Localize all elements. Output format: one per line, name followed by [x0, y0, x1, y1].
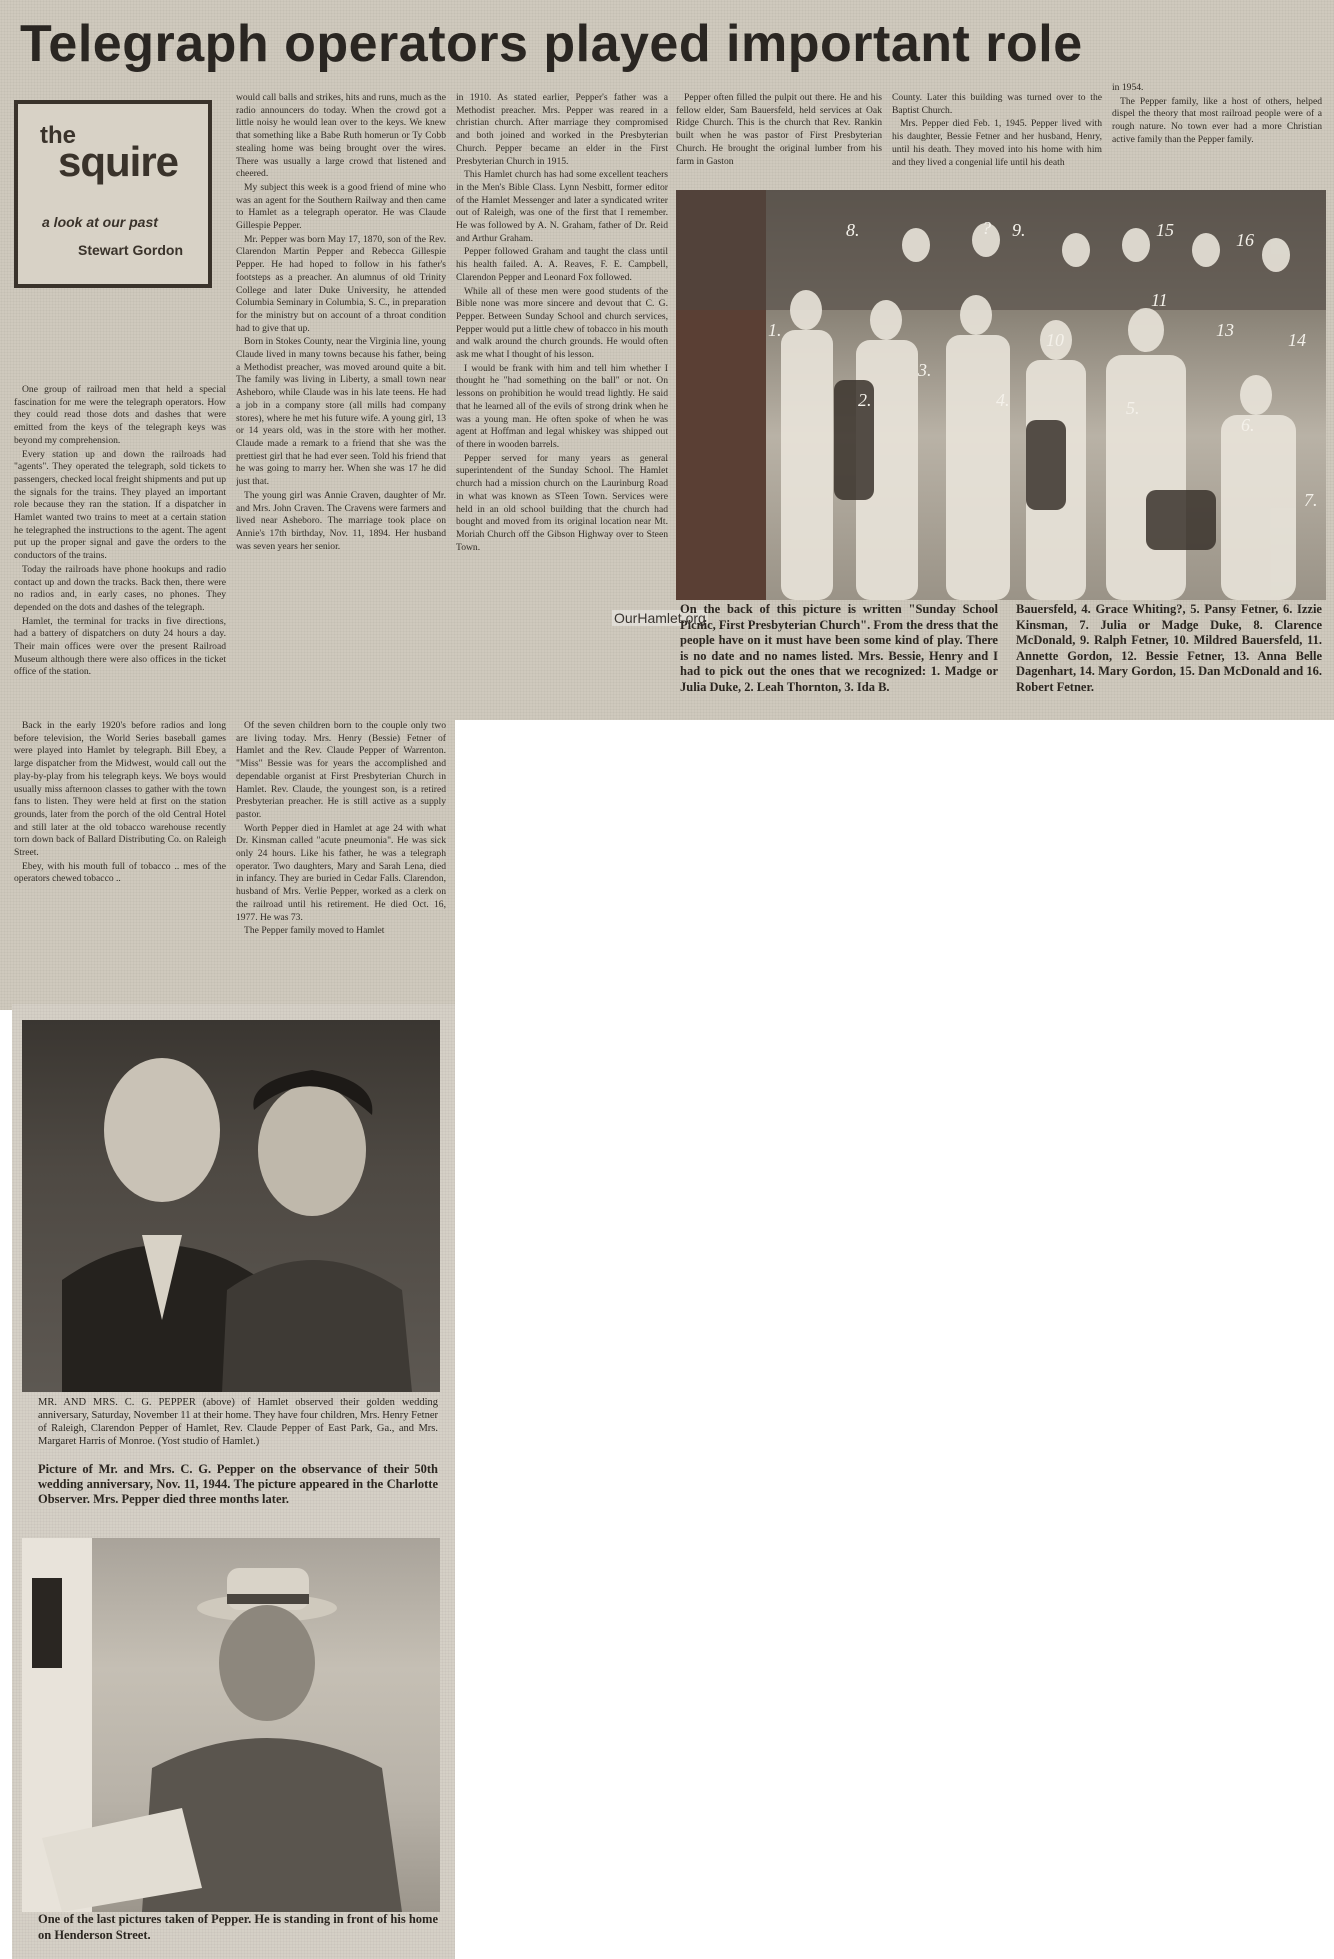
article-column-2	[236, 92, 446, 720]
paragraph: Pepper often filled the pulpit out there. He and his fellow elder, Sam Bauersfeld, held services at Oak Ridge Church. This is the church that Rev. Rankin built when he was pastor of First Presbyterian Church. He brought the original lumber from his farm in Gaston	[676, 92, 882, 167]
man-face	[104, 1058, 220, 1202]
paragraph: Back in the early 1920's before radios and long before television, the World Series baseball games were played into Hamlet by telegraph. Bill Ebey, a large dispatcher from the Midwest, would call out the play-by-play from his telegraph keys. We boys would usually miss afternoon classes to gather with the town fans to listen. They were held at first on the station grounds, later from the porch of the old Central Hotel and still later at the old tobacco warehouse recently torn down back of Ballard Distributing Co. on Raleigh Street.	[14, 720, 226, 859]
paragraph: in 1954.	[1112, 82, 1144, 93]
hat-band	[227, 1594, 309, 1604]
paragraph: Of the seven children born to the couple only two are living today. Mrs. Henry (Bessie) Fetner of Hamlet and the Rev. Claude Pepper of Warrenton. "Miss" Bessie was for years the accomplished and dependable organist at First Presbyterian Church in Hamlet. Rev. Claude, the youngest son, is a retired Presbyterian preacher. He is still active as a supply pastor.	[236, 720, 446, 820]
paragraph: Worth Pepper died in Hamlet at age 24 with what Dr. Kinsman called "acute pneumonia". He was sick only 24 hours. Like his father, he was a telegraph operator. Two daughters, Mary and Sarah Lena, died in infancy. They are buried in Cedar Falls. Clarendon, husband of Mrs. Verlie Pepper, worked as a clerk on the railroad until his retirement. He died Oct. 16, 1977. He was 73.	[236, 822, 446, 923]
column-author: Stewart Gordon	[78, 242, 184, 258]
photo-number: 15	[1156, 220, 1174, 240]
watermark: OurHamlet.org	[614, 610, 706, 626]
column-logo-the: the	[40, 122, 76, 149]
paragraph: Mr. Pepper was born May 17, 1870, son of the Rev. Clarendon Martin Pepper and Rebecca Gillespie Pepper. He had hoped to follow in his father's footsteps as a preacher. An alumnus of old Trinity College and later Duke University, he attended Columbia Seminary in Columbia, S. C., in preparation for the ministry but on account of a throat condition had to give that up.	[236, 233, 446, 334]
group-photo-caption-right: Bauersfeld, 4. Grace Whiting?, 5. Pansy Fetner, 6. Izzie Kinsman, 7. Julia or Madge Duke, 8. Clarence McDonald, 9. Ralph Fetner, 10. Mildred Bauersfeld, 11. Annette Gordon, 12. Bessie Fetner, 13. Anna Belle Dagenhart, 14. Mary Gordon, 15. Dan McDonald and 16. Robert Fetner.	[1016, 602, 1322, 694]
article-column-6	[1112, 82, 1322, 186]
paragraph: Every station up and down the railroads had "agents". They operated the telegraph, sold tickets to passengers, checked local freight shipments and put up the signals for the trains. They played an important role because they ran the station. If a dispatcher in Hamlet wanted two trains to meet at a certain station he telegraphed the instructions to the agent. The agent put up the proper signal and gave the orders to the conductors of the trains.	[14, 448, 226, 562]
paragraph: This Hamlet church has had some excellent teachers in the Men's Bible Class. Lynn Nesbitt, former editor of the Hamlet Messenger and later a syndicated writer out of Raleigh, was one of the first that I remember. He was followed by A. N. Graham, father of Dr. Reid and Arthur Graham.	[456, 169, 668, 244]
paragraph: I would be frank with him and tell him whether I thought he "had something on the ball" or not. On lessons on prohibition he would tread lightly. He said that he learned all of the evils of strong drink when he was a young man. He often spoke of when he was agent at Hoffman and legal whiskey was shipped out of there in wooden barrels.	[456, 362, 668, 450]
photo-number: 3.	[918, 360, 932, 380]
photo-number: 2.	[858, 390, 872, 410]
couple-photo-note: Picture of Mr. and Mrs. C. G. Pepper on the observance of their 50th wedding anniversary, Nov. 11, 1944. The picture appeared in the Charlotte Observer. Mrs. Pepper died three months later.	[38, 1462, 438, 1506]
paragraph: Pepper followed Graham and taught the class until his health failed. A. A. Reaves, F. E. Campbell, Clarendon Pepper and Leonard Fox followed.	[456, 246, 668, 283]
last-photo-caption: One of the last pictures taken of Pepper. He is standing in front of his home on Henderson Street.	[38, 1912, 438, 1942]
photo-number: 16	[1236, 230, 1254, 250]
group-photo-caption-left: On the back of this picture is written "Sunday School Picnic, First Presbyterian Church". From the dress that the people have on it must have been some kind of play. There is no date and no names listed. Mrs. Bessie, Henry and I had to pick out the ones that we recognized: 1. Madge or Julia Duke, 2. Leah Thornton, 3. Ida B.	[680, 602, 998, 694]
photo-number: ?	[982, 218, 991, 238]
photo-number: 7.	[1304, 490, 1318, 510]
paragraph: Mrs. Pepper died Feb. 1, 1945. Pepper lived with his daughter, Bessie Fetner and her husband, Henry, until his death. They moved into his home with him and they lived a congenial life until his death	[892, 118, 1102, 168]
paragraph: Hamlet, the terminal for tracks in five directions, had a battery of dispatchers on duty 24 hours a day. Their main offices were over the present Railroad Museum although there were also offices in the ticket office of the station.	[14, 615, 226, 678]
photo-number: 11	[1151, 290, 1168, 310]
back-row-shadow	[676, 190, 1326, 310]
photo-mr-mrs-pepper	[22, 1020, 440, 1392]
article-column-1	[14, 384, 226, 720]
photo-number: 8.	[846, 220, 860, 240]
photo-pepper-late	[22, 1538, 440, 1912]
woman-dress	[222, 1260, 412, 1392]
paragraph: One group of railroad men that held a special fascination for me were the telegraph operators. How they could read those dots and dashes that were emitted from the keys of the telegraph keys was beyond my comprehension.	[14, 384, 226, 446]
paragraph: Born in Stokes County, near the Virginia line, young Claude lived in many towns because his father, being a Methodist preacher, was moved around quite a bit. The family was living in Liberty, a small town near Asheboro, while Claude was in his late teens. He had a job in a company store (all mills had company stores), where he met his future wife. A young girl, 13 or 14 years old, was in the store with her mother. Claude made a remark to a friend that she was the prettiest girl that he had ever seen. Told his friend that he was going to marry her. When she was 17 he did just that.	[236, 336, 446, 488]
photo-number: 5.	[1126, 398, 1140, 418]
group-photo-sunday-school	[676, 190, 1326, 600]
paragraph: Today the railroads have phone hookups and radio contact up and down the tracks. Back then, there were no radios and, in early cases, no phones. They depended on the dots and dashes of the telegraph.	[14, 563, 226, 613]
paragraph: The Pepper family, like a host of others, helped dispel the theory that most railroad people were of a rough nature. No town ever had a more Christian active family than the Pepper family.	[1112, 95, 1322, 145]
couple-photo-image	[22, 1020, 440, 1392]
photo-number: 4.	[996, 390, 1010, 410]
man-photo-image	[22, 1538, 440, 1912]
column-tagline: a look at our past	[42, 214, 158, 230]
photo-number: 14	[1288, 330, 1306, 350]
photo-number: 13	[1216, 320, 1234, 340]
man-face	[219, 1605, 315, 1721]
paragraph: County. Later this building was turned over to the Baptist Church.	[892, 92, 1102, 116]
article-clipping-continued	[0, 720, 455, 1010]
couple-photo-caption: MR. AND MRS. C. G. PEPPER (above) of Hamlet observed their golden wedding anniversary, Saturday, November 11 at their home. They have four children, Mrs. Henry Fetner of Raleigh, Clarendon Pepper of Hamlet, Rev. Claude Pepper of East Park, Ga., and Mrs. Margaret Harris of Monroe. (Yost studio of Hamlet.)	[38, 1397, 438, 1447]
photo-number: 6.	[1241, 415, 1255, 435]
headline: Telegraph operators played important role	[20, 15, 1083, 73]
article-column-5	[892, 92, 1102, 186]
article-clipping-top	[0, 0, 1334, 720]
paragraph: My subject this week is a good friend of mine who was an agent for the Southern Railway and then came to Hamlet as a telegraph operator. He was Claude Gillespie Pepper.	[236, 181, 446, 232]
photo-number: 10	[1046, 330, 1064, 350]
photo-number: 1.	[768, 320, 782, 340]
article-column-4	[676, 92, 882, 186]
paragraph: in 1910. As stated earlier, Pepper's father was a Methodist preacher. Mrs. Pepper was reared in a christian church. After marriage they compromised and both joined and worked in the Presbyterian Church. Pepper became an elder in the First Presbyterian Church in 1915.	[456, 92, 668, 167]
article-column-1-continued	[14, 720, 226, 1010]
column-logo-name: squire	[58, 138, 179, 185]
paragraph: The young girl was Annie Craven, daughter of Mr. and Mrs. John Craven. The Cravens were farmers and lived near Asheboro. The marriage took place on Annie's 17th birthday, Nov. 11, 1894. Her husband was seven years her senior.	[236, 489, 446, 552]
paragraph: would call balls and strikes, hits and runs, much as the radio announcers do today. When the crowd got a little noisy he would lean over to the keys. We knew that something like a Babe Ruth homerun or Ty Cobb stealing home was being brought over the wires. There was usually a large crowd that listened and cheered.	[236, 92, 446, 180]
article-column-2-continued	[236, 720, 446, 1010]
house-window	[32, 1578, 62, 1668]
paragraph: Pepper served for many years as general superintendent of the Sunday School. The Hamlet church had a mission church on the Laurinburg Road in what was known as STeen Town. Services were held in an old school building that the church had bought and moved from its original location near Mt. Moriah Church off the Gibson Highway over to Steen Town.	[456, 452, 668, 553]
paragraph: The Pepper family moved to Hamlet	[244, 925, 385, 937]
column-logo-box	[14, 100, 212, 288]
paragraph: While all of these men were good students of the Bible none was more sincere and devout that C. G. Pepper. Between Sunday School and church services, Pepper would put a little chew of tobacco in his mouth and walk around the church grounds. He would often ask me what I thought of his lesson.	[456, 285, 668, 361]
photo-number: 9.	[1012, 220, 1026, 240]
paragraph: Ebey, with his mouth full of tobacco .. mes of the operators chewed tobacco ..	[14, 860, 226, 885]
woman-face	[258, 1084, 366, 1216]
